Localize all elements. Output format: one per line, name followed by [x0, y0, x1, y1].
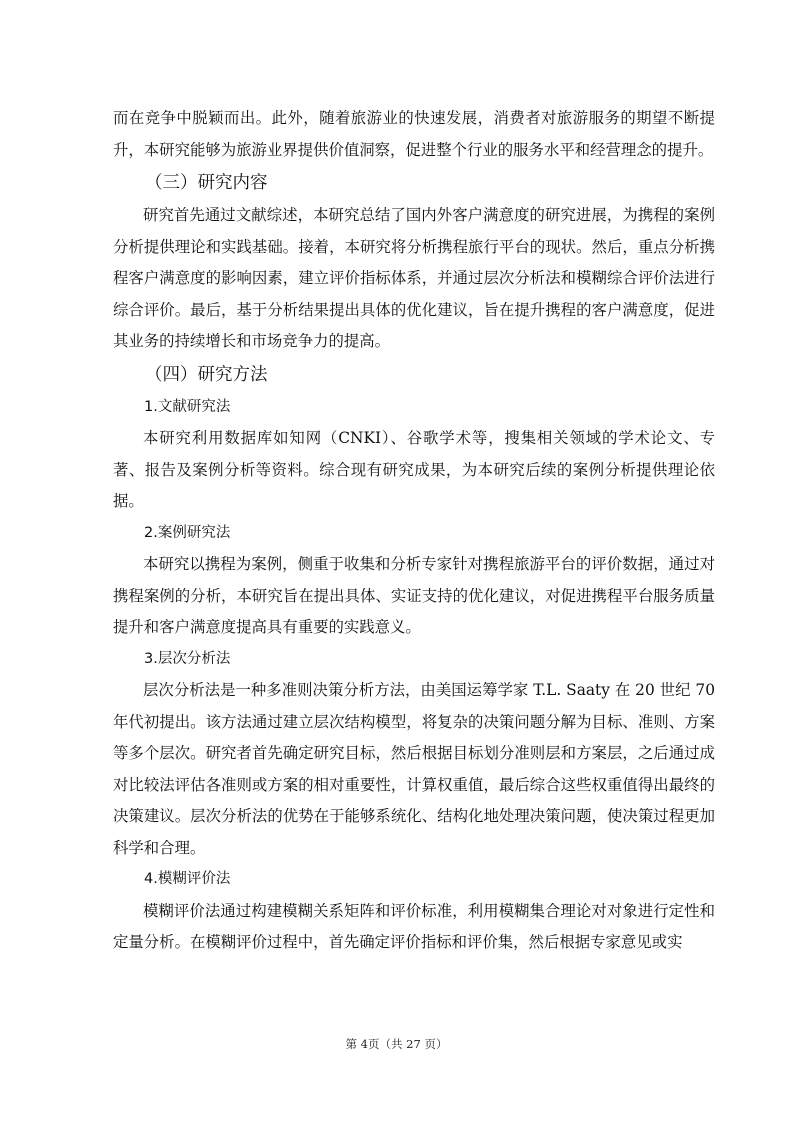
- section-heading-research-methods: （四）研究方法: [145, 364, 268, 385]
- method-heading-case-study: 2.案例研究法: [144, 524, 231, 541]
- section-heading-research-content: （三）研究内容: [145, 173, 268, 193]
- method-heading-literature: 1.文献研究法: [144, 398, 231, 415]
- method-paragraph-literature: 本研究利用数据库如知网（CNKI）、谷歌学术等，搜集相关领域的学术论文、专著、报告及案例分析等资料。综合现有研究成果，为本研究后续的案例分析提供理论依据。: [113, 429, 715, 510]
- method-paragraph-fuzzy: 模糊评价法通过构建模糊关系矩阵和评价标准，利用模糊集合理论对对象进行定性和定量分析。在模糊评价过程中，首先确定评价指标和评价集，然后根据专家意见或实: [113, 901, 715, 951]
- method-paragraph-case-study: 本研究以携程为案例，侧重于收集和分析专家针对携程旅游平台的评价数据，通过对携程案例的分析，本研究旨在提出具体、实证支持的优化建议，对促进携程平台服务质量提升和客户满意度提高具有重要的实践意义。: [113, 555, 715, 636]
- method-paragraph-ahp: 层次分析法是一种多准则决策分析方法，由美国运筹学家 T.L. Saaty 在 20 世纪 70 年代初提出。该方法通过建立层次结构模型，将复杂的决策问题分解为目标、准则、方案等多个层次。研究者首先确定研究目标，然后根据目标划分准则层和方案层，之后通过成对比较法评估各准则或方案的相对重要性，计算权重值，最后综合这些权重值得出最终的决策建议。层次分析法的优势在于能够系统化、结构化地处理决策问题，使决策过程更加科学和合理。: [113, 681, 715, 857]
- method-heading-fuzzy: 4.模糊评价法: [144, 871, 231, 887]
- method-heading-ahp: 3.层次分析法: [144, 650, 231, 667]
- intro-paragraph: 而在竞争中脱颖而出。此外，随着旅游业的快速发展，消费者对旅游服务的期望不断提升，本研究能够为旅游业界提供价值洞察，促进整个行业的服务水平和经营理念的提升。: [113, 109, 715, 159]
- page-number-footer: 第 4页（共 27 页）: [345, 1037, 448, 1051]
- page-content: [113, 103, 715, 959]
- research-content-paragraph: 研究首先通过文献综述，本研究总结了国内外客户满意度的研究进展，为携程的案例分析提供理论和实践基础。接着，本研究将分析携程旅行平台的现状。然后，重点分析携程客户满意度的影响因素，建立评价指标体系，并通过层次分析法和模糊综合评价法进行综合评价。最后，基于分析结果提出具体的优化建议，旨在提升携程的客户满意度，促进其业务的持续增长和市场竞争力的提高。: [113, 206, 715, 350]
